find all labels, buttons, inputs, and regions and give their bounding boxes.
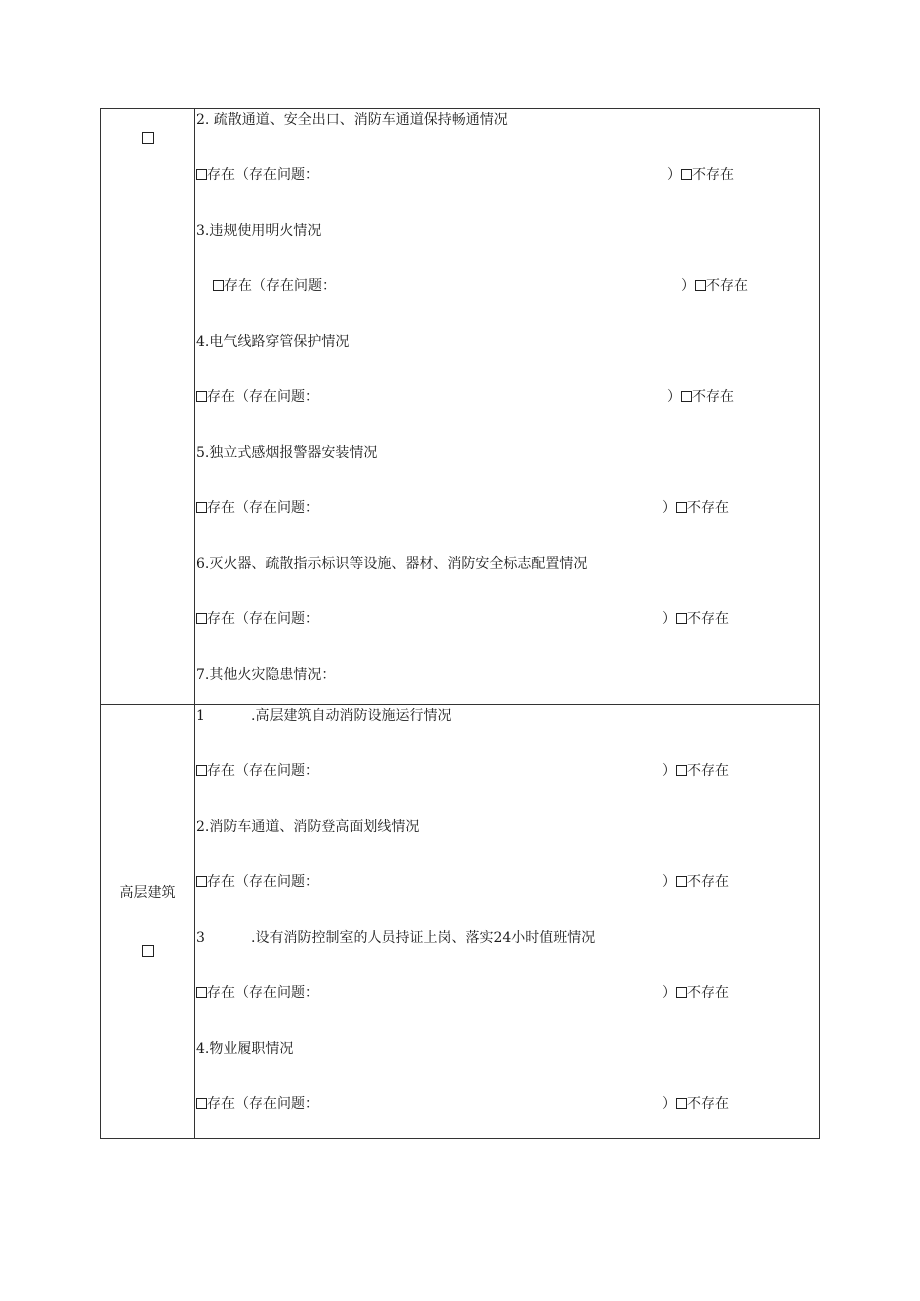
not-exists-label: 不存在 [687,763,729,779]
item-control-room-num: 3 [196,930,205,946]
close-paren: ） [662,1096,676,1112]
exists-checkbox[interactable] [196,502,207,513]
item-fire-lane-marking-exists-option [196,872,319,892]
item-open-flame-exists-option [213,276,336,296]
not-exists-checkbox[interactable] [681,391,692,402]
item-open-flame-not-exists-option [681,276,748,296]
item-smoke-alarm-title: 5.独立式感烟报警器安装情况 [196,445,378,461]
item-smoke-alarm-exists-option [196,498,319,518]
exists-checkbox[interactable] [196,391,207,402]
not-exists-label: 不存在 [687,611,729,627]
item-extinguisher-not-exists-option [662,609,729,629]
not-exists-label: 不存在 [687,874,729,890]
not-exists-checkbox[interactable] [676,1098,687,1109]
not-exists-checkbox[interactable] [676,765,687,776]
item-other-hazards-title: 7.其他火灾隐患情况： [196,667,336,683]
not-exists-label: 不存在 [687,500,729,516]
section-divider [100,704,820,705]
close-paren: ） [662,874,676,890]
section2-category-checkbox[interactable] [142,945,154,957]
not-exists-label: 不存在 [692,389,734,405]
not-exists-label: 不存在 [687,985,729,1001]
not-exists-checkbox[interactable] [676,876,687,887]
exists-label: 存在（存在问题： [224,278,336,294]
not-exists-label: 不存在 [687,1096,729,1112]
close-paren: ） [667,167,681,183]
section2-category-label: 高层建筑 [119,885,176,901]
not-exists-label: 不存在 [692,167,734,183]
exists-label: 存在（存在问题： [207,611,319,627]
item-evacuation-not-exists-option [667,165,734,185]
not-exists-checkbox[interactable] [676,613,687,624]
exists-checkbox[interactable] [213,280,224,291]
item-auto-fire-facilities-not-exists-option [662,761,729,781]
item-fire-lane-marking-title: 2.消防车通道、消防登高面划线情况 [196,819,420,835]
not-exists-checkbox[interactable] [695,280,706,291]
item-extinguisher-title: 6.灭火器、疏散指示标识等设施、器材、消防安全标志配置情况 [196,556,588,572]
not-exists-checkbox[interactable] [676,502,687,513]
exists-label: 存在（存在问题： [207,985,319,1001]
exists-label: 存在（存在问题： [207,763,319,779]
item-fire-lane-marking-not-exists-option [662,872,729,892]
close-paren: ） [662,763,676,779]
item-control-room-exists-option [196,983,319,1003]
exists-checkbox[interactable] [196,765,207,776]
item-smoke-alarm-not-exists-option [662,498,729,518]
exists-label: 存在（存在问题： [207,389,319,405]
item-wiring-title: 4.电气线路穿管保护情况 [196,334,350,350]
item-evacuation-exists-option [196,165,319,185]
item-open-flame-title: 3.违规使用明火情况 [196,223,322,239]
column-divider [194,108,195,1139]
exists-label: 存在（存在问题： [207,167,319,183]
item-property-duty-not-exists-option [662,1094,729,1114]
close-paren: ） [662,500,676,516]
exists-label: 存在（存在问题： [207,500,319,516]
not-exists-checkbox[interactable] [681,169,692,180]
not-exists-checkbox[interactable] [676,987,687,998]
close-paren: ） [681,278,695,294]
close-paren: ） [662,985,676,1001]
item-auto-fire-facilities-exists-option [196,761,319,781]
close-paren: ） [667,389,681,405]
item-control-room-title: .设有消防控制室的人员持证上岗、落实24小时值班情况 [251,930,596,946]
item-wiring-exists-option [196,387,319,407]
close-paren: ） [662,611,676,627]
exists-label: 存在（存在问题： [207,874,319,890]
item-auto-fire-facilities-num: 1 [196,708,205,724]
exists-checkbox[interactable] [196,613,207,624]
item-extinguisher-exists-option [196,609,319,629]
exists-checkbox[interactable] [196,169,207,180]
exists-checkbox[interactable] [196,987,207,998]
item-property-duty-exists-option [196,1094,319,1114]
item-evacuation-title: 2. 疏散通道、安全出口、消防车通道保持畅通情况 [196,112,508,128]
not-exists-label: 不存在 [706,278,748,294]
exists-checkbox[interactable] [196,876,207,887]
exists-label: 存在（存在问题： [207,1096,319,1112]
item-wiring-not-exists-option [667,387,734,407]
item-auto-fire-facilities-title: .高层建筑自动消防设施运行情况 [251,708,452,724]
item-property-duty-title: 4.物业履职情况 [196,1041,294,1057]
item-control-room-not-exists-option [662,983,729,1003]
exists-checkbox[interactable] [196,1098,207,1109]
section1-category-checkbox[interactable] [142,132,154,144]
